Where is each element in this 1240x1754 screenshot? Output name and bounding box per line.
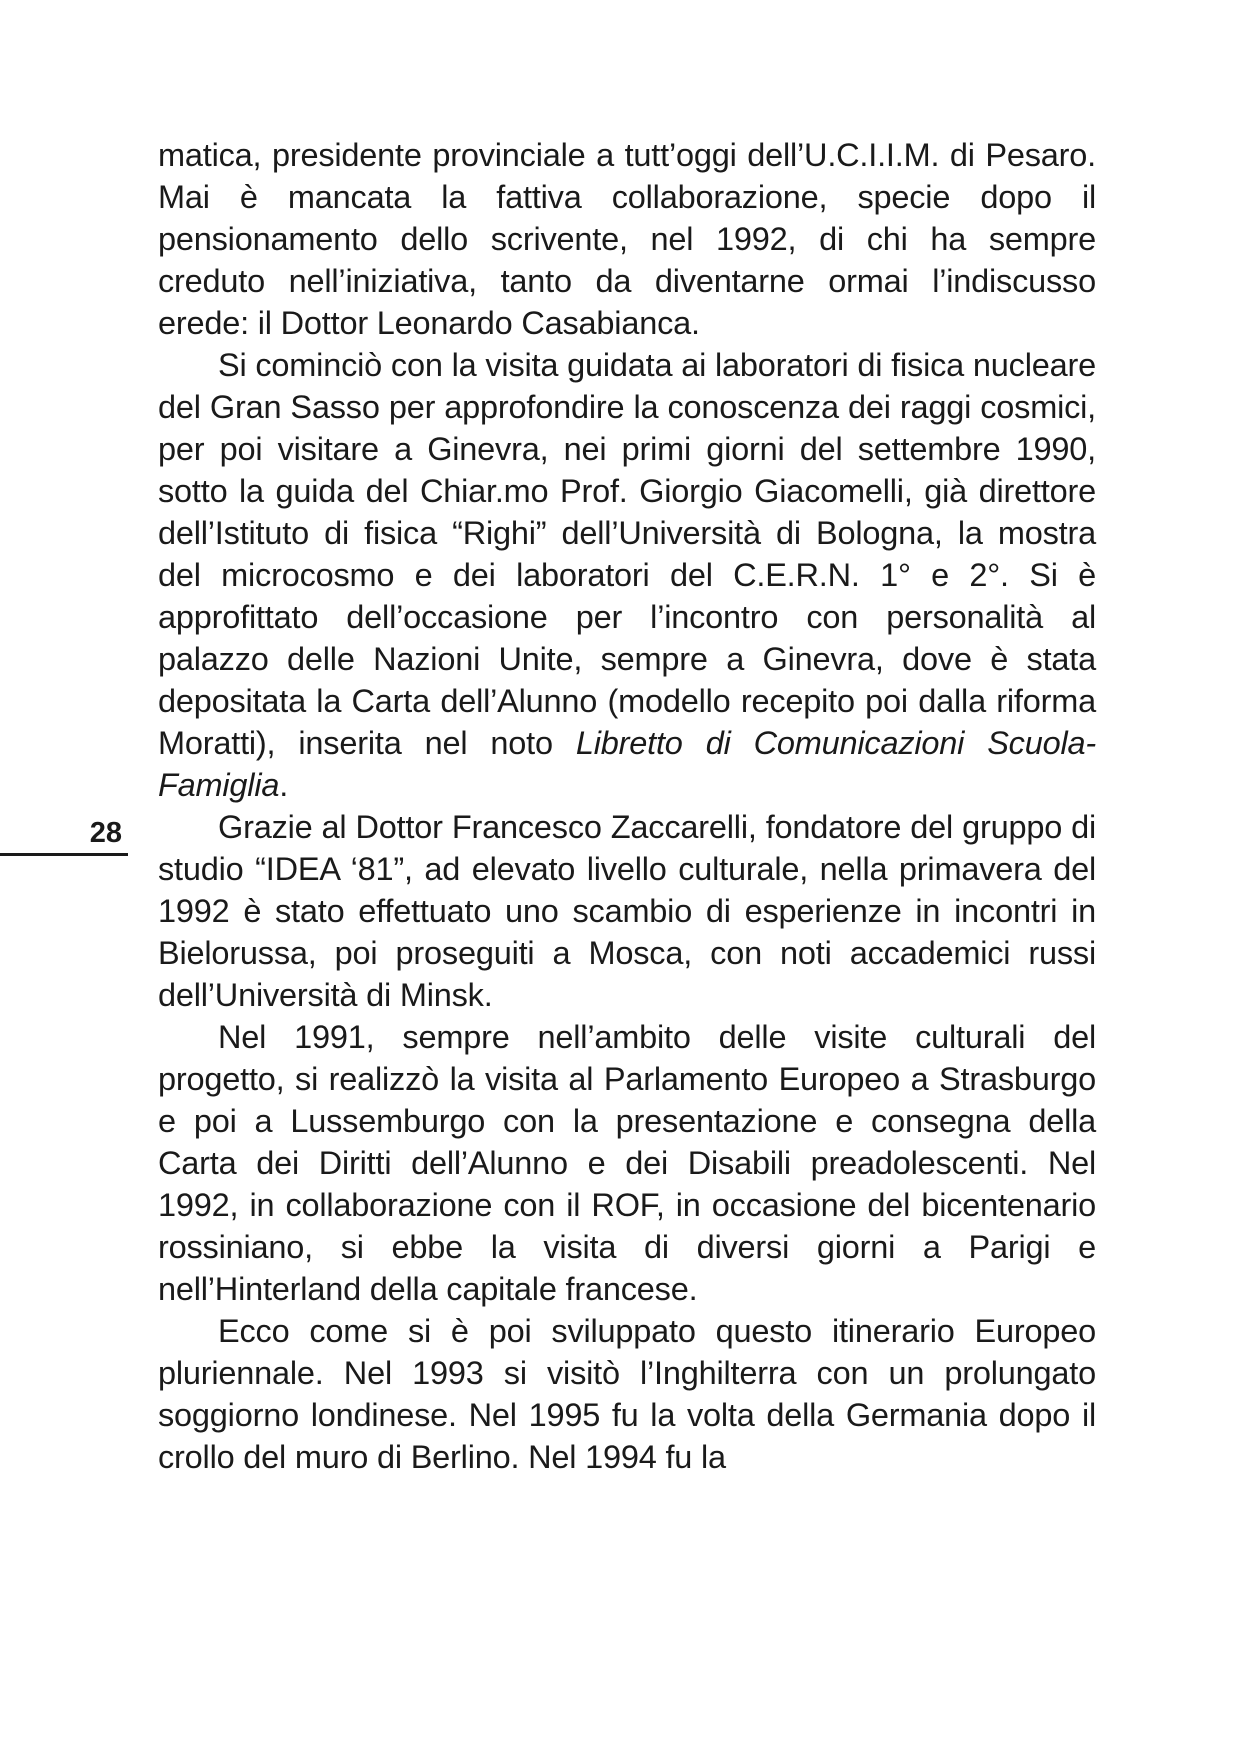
paragraph-text: Si cominciò con la visita guidata ai laboratori di fisica nucleare del Gran Sasso per approfondire la conoscenza dei raggi cosmici, per poi visitare a Ginevra, nei primi giorni del settembre 1990, sotto la guida del Chiar.mo Prof. Giorgio Giacomelli, già direttore dell’Istituto di fisica “Righi” dell’Università di Bologna, la mostra del microcosmo e dei laboratori del C.E.R.N. 1° e 2°. Si è approfittato dell’occasione per l’incontro con personalità al palazzo delle Nazioni Unite, sempre a Ginevra, dove è stata depositata la Carta dell’Alunno (modello recepito poi dalla riforma Moratti), inserita nel noto: [158, 347, 1096, 761]
paragraph-text: Nel 1991, sempre nell’ambito delle visite culturali del progetto, si realizzò la visita al Parlamento Europeo a Strasburgo e poi a Lussemburgo con la presentazione e consegna della Carta dei Diritti dell’Alunno e dei Disabili preadolescenti. Nel 1992, in collaborazione con il ROF, in occasione del bicentenario rossiniano, si ebbe la visita di diversi giorni a Parigi e nell’Hinterland della capitale francese.: [158, 1019, 1096, 1307]
body-paragraph: [158, 806, 1096, 1016]
body-paragraph: [158, 134, 1096, 344]
paragraph-text: Grazie al Dottor Francesco Zaccarelli, fondatore del gruppo di studio “IDEA ‘81”, ad elevato livello culturale, nella primavera del 1992 è stato effettuato uno scambio di esperienze in incontri in Bielorussa, poi proseguiti a Mosca, con noti accademici russi dell’Università di Minsk.: [158, 809, 1096, 1013]
page-number: 28: [89, 817, 122, 849]
body-paragraph: [158, 1310, 1096, 1478]
paragraph-text: .: [279, 767, 289, 803]
paragraph-text-italic: Libretto di Comunicazioni Scuola-Famiglia: [158, 725, 1096, 803]
page-number-marker: [0, 816, 128, 856]
body-paragraph: [158, 344, 1096, 806]
paragraph-text: Ecco come si è poi sviluppato questo itinerario Europeo pluriennale. Nel 1993 si visitò l’Inghilterra con un prolungato soggiorno londinese. Nel 1995 fu la volta della Germania dopo il crollo del muro di Berlino. Nel 1994 fu la: [158, 1313, 1096, 1475]
body-paragraph: [158, 1016, 1096, 1310]
margin-rule: [0, 853, 128, 856]
paragraph-text: matica, presidente provinciale a tutt’oggi dell’U.C.I.I.M. di Pesaro. Mai è mancata la fattiva collaborazione, specie dopo il pensionamento dello scrivente, nel 1992, di chi ha sempre creduto nell’iniziativa, tanto da diventarne ormai l’indiscusso erede: il Dottor Leonardo Casabianca.: [158, 137, 1096, 341]
page-text-column: [158, 134, 1096, 1478]
